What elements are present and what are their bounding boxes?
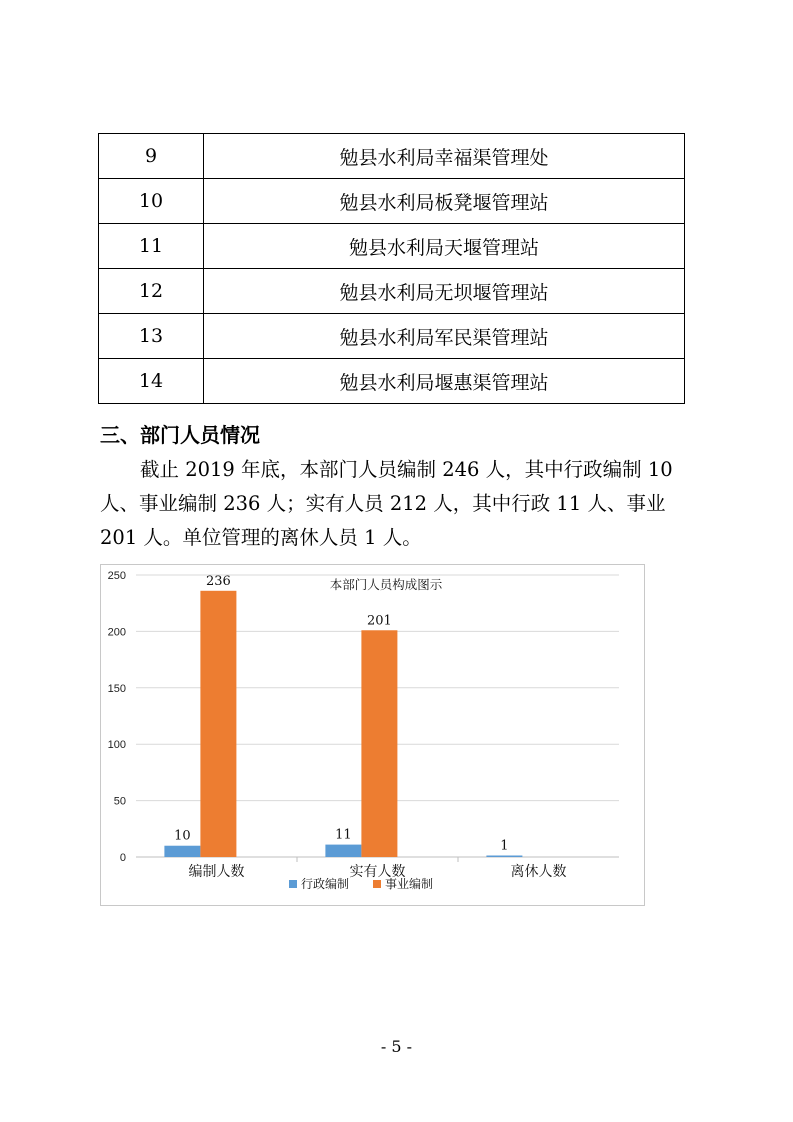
unit-table: [98, 133, 685, 404]
table-row: [99, 269, 685, 314]
data-label: 11: [335, 827, 352, 843]
table-row: [99, 179, 685, 224]
x-tick-label: 编制人数: [188, 864, 245, 880]
row-number: 14: [99, 359, 204, 404]
unit-name: 勉县水利局板凳堰管理站: [204, 179, 685, 224]
table-row: [99, 359, 685, 404]
bar: [164, 846, 200, 857]
paragraph-line-2: 人、事业编制 236 人；实有人员 212 人，其中行政 11 人、事业: [100, 492, 666, 515]
legend-swatch: [373, 880, 381, 888]
unit-name: 勉县水利局天堰管理站: [204, 224, 685, 269]
row-number: 12: [99, 269, 204, 314]
table-row: [99, 314, 685, 359]
staff-chart: [100, 564, 645, 906]
x-tick-label: 离休人数: [510, 864, 567, 880]
legend-label: 行政编制: [301, 877, 350, 891]
page-number: - 5 -: [380, 1037, 413, 1056]
unit-name: 勉县水利局幸福渠管理处: [204, 134, 685, 179]
section-heading: 三、部门人员情况: [100, 423, 260, 447]
data-label: 10: [174, 828, 191, 844]
legend-swatch: [289, 880, 297, 888]
data-label: 236: [205, 573, 231, 589]
paragraph-line-3: 201 人。单位管理的离休人员 1 人。: [100, 526, 422, 549]
row-number: 11: [99, 224, 204, 269]
y-tick-label: 200: [107, 626, 126, 639]
x-tick-label: 实有人数: [349, 864, 406, 880]
row-number: 9: [99, 134, 204, 179]
table-row: [99, 224, 685, 269]
y-tick-label: 100: [107, 739, 126, 752]
staff-paragraph: [100, 453, 690, 555]
y-tick-label: 150: [107, 682, 126, 695]
paragraph-line-1: 截止 2019 年底，本部门人员编制 246 人，其中行政编制 10: [140, 458, 673, 481]
bar: [361, 630, 397, 857]
legend-label: 事业编制: [385, 877, 434, 891]
y-tick-label: 50: [113, 795, 126, 808]
table-row: [99, 134, 685, 179]
y-tick-label: 250: [107, 570, 126, 582]
row-number: 10: [99, 179, 204, 224]
unit-name: 勉县水利局军民渠管理站: [204, 314, 685, 359]
unit-name: 勉县水利局无坝堰管理站: [204, 269, 685, 314]
data-label: 1: [500, 838, 509, 854]
unit-name: 勉县水利局堰惠渠管理站: [204, 359, 685, 404]
bar: [486, 856, 522, 858]
bar: [325, 845, 361, 857]
data-label: 201: [366, 613, 392, 629]
chart-title: 本部门人员构成图示: [329, 577, 443, 592]
row-number: 13: [99, 314, 204, 359]
y-tick-label: 0: [119, 852, 126, 864]
chart-canvas: [101, 565, 644, 905]
bar: [200, 591, 236, 857]
